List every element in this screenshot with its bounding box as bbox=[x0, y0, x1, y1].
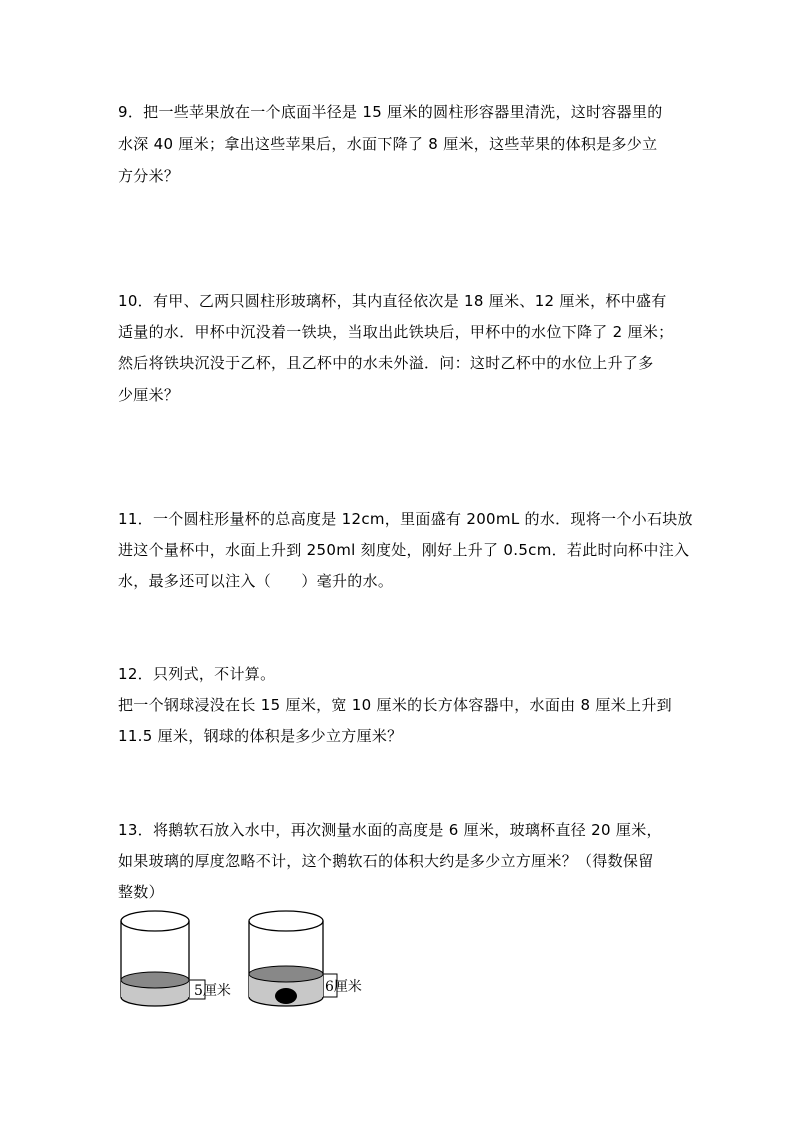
question-9-line-3: 方分米？ bbox=[118, 167, 180, 185]
left-cup-rim bbox=[121, 911, 189, 931]
question-12-line-3: 11.5 厘米，钢球的体积是多少立方厘米？ bbox=[118, 727, 403, 745]
right-cup-height-label: 6厘米 bbox=[325, 979, 362, 995]
question-10-line-1: 10．有甲、乙两只圆柱形玻璃杯，其内直径依次是 18 厘米、12 厘米，杯中盛有 bbox=[118, 292, 667, 310]
right-cup-rim bbox=[249, 911, 323, 931]
question-9-line-1: 9．把一些苹果放在一个底面半径是 15 厘米的圆柱形容器里清洗，这时容器里的 bbox=[118, 103, 663, 121]
left-cup bbox=[121, 911, 205, 1006]
right-cup-water-surface bbox=[249, 966, 323, 982]
question-12-line-2: 把一个钢球浸没在长 15 厘米，宽 10 厘米的长方体容器中，水面由 8 厘米上升到 bbox=[118, 696, 672, 714]
question-10-line-4: 少厘米？ bbox=[118, 386, 180, 404]
question-10-line-2: 适量的水．甲杯中沉没着一铁块，当取出此铁块后，甲杯中的水位下降了 2 厘米； bbox=[118, 323, 674, 341]
right-cup bbox=[249, 911, 337, 1006]
question-10-line-3: 然后将铁块沉没于乙杯，且乙杯中的水未外溢．问：这时乙杯中的水位上升了多 bbox=[118, 354, 654, 372]
question-11-line-1: 11．一个圆柱形量杯的总高度是 12cm，里面盛有 200mL 的水．现将一个小石块放 bbox=[118, 510, 693, 528]
left-cup-height-label: 5厘米 bbox=[194, 983, 231, 999]
question-11-line-3: 水，最多还可以注入（ ）毫升的水。 bbox=[118, 572, 394, 590]
pebble-stone bbox=[275, 988, 297, 1004]
question-11-line-2: 进这个量杯中，水面上升到 250ml 刻度处，刚好上升了 0.5cm．若此时向杯中注入 bbox=[118, 541, 690, 559]
question-13-line-1: 13．将鹅软石放入水中，再次测量水面的高度是 6 厘米，玻璃杯直径 20 厘米， bbox=[118, 821, 662, 839]
question-9-line-2: 水深 40 厘米；拿出这些苹果后，水面下降了 8 厘米，这些苹果的体积是多少立 bbox=[118, 135, 658, 153]
left-cup-water-surface bbox=[121, 972, 189, 988]
question-13-line-3: 整数） bbox=[118, 883, 164, 901]
question-13-line-2: 如果玻璃的厚度忽略不计，这个鹅软石的体积大约是多少立方厘米？（得数保留 bbox=[118, 852, 654, 870]
glass-cups-figure bbox=[100, 900, 400, 1020]
question-12-line-1: 12．只列式，不计算。 bbox=[118, 665, 276, 683]
